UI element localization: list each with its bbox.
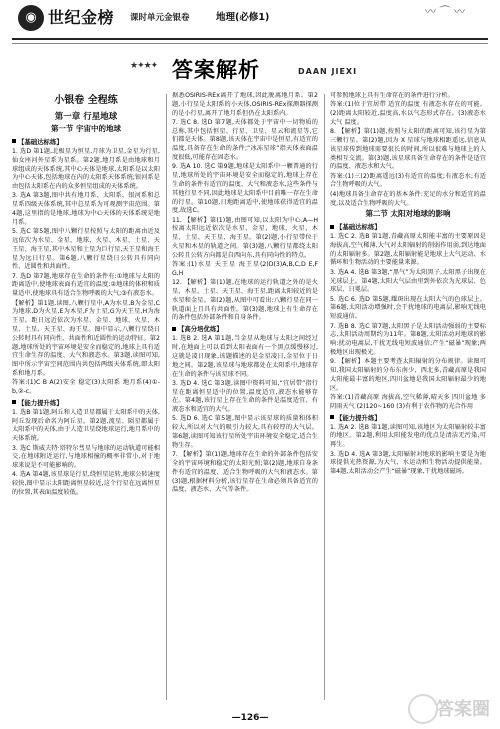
watermark-logo [402,694,490,726]
subheading-ability: 【能力提升练】 [330,414,486,423]
answer-paragraph: 9. 选A 10. 选C 第9题,地球是太阳系中一颗普通的行星,地球所处的宇宙环境是安全而稳定的,地球上存在生命的条件有适宜的温度、大气和液态水,这些条件与其他行星不同,因此地球是太阳系中目前唯一存在生命的行星。第10题,日地距离适中,使地球获得适宜的温度,故选C。 [172,163,318,215]
answer-paragraph: 3. 选D 4. 选A 第3题,太阳辐射对地球的影响主要是为地球提供光热资源,为大气、水运动和生物活动提供能量。第4题,太阳活动会产生“磁暴”现象,干扰地球磁场。 [330,450,486,476]
column-divider [166,94,167,700]
column-right [330,92,486,702]
flying-birds-icon: 〰 ⌒ 〰 [425,5,465,18]
answer-paragraph: 3. 选A 第3题,图中共有地月系、太阳系、银河系和总星系四级天体系统,其中总星系为可观测宇宙范围。第4题,这里指的是地球,地球为中心天体的天体系统是地月系。 [12,192,160,226]
brand-name: 世纪金榜 [48,8,115,27]
answer-paragraph: 7. 选C 8. 选D 第7题,天体都处于宇宙中一切物质的总称,其中包括恒星、行星、卫星、星云和流星等,它们都是天体。第8题,该天体在宇宙中是恒星,有适宜的温度,具备存在生命的条件;“冰冻星球”指天体表面温度很低,可能存在固态水。 [172,118,318,162]
answer-paragraph: 1. 选D 第1题,北极星为恒星,月球为卫星,金星为行星,仙女座河外星系为星系。第2题,地月系是由地球和月球组成的天体系统,其中心天体是地球,太阳系是以太阳为中心天体,包括地球在内的太阳系天体系统;银河系是由包括太阳系在内的众多恒星组成的天体系统。 [12,147,160,191]
answer-paragraph: 1. 选C 2. 选B 第1题,青藏高原太阳能丰富的主要原因是海拔高,空气稀薄,大气对太阳辐射的削弱作用弱,到达地面的太阳辐射多。第2题,太阳辐射能是地球上大气运动、水循环和生物活动的主要能量来源。 [330,233,486,267]
banner-title: 答案解析 [172,58,260,82]
decorative-stars-icon: ★✦★✦ [130,61,158,71]
column-divider [324,94,325,700]
answer-paragraph: 7. 选B 8. 选C 第7题,太阳黑子是太阳活动强弱的主要标志,太阳活动周期约为11年。第8题,太阳活动对地球的影响:扰动电离层,干扰无线电短波通信;产生“磁暴”现象;两极地区出现极光。 [330,322,486,356]
answer-paragraph: 答案:(1)水星 天王星 海王星(2)D(3)A,B,C,D E,F G,H [172,261,318,277]
answer-banner [130,56,375,86]
answer-paragraph: 答案:(1)青藏高原 海拔高,空气稀薄,晴天多 四川盆地 多阴雨天气 (2)120~160 (3)有利于农作物的光合作用 [330,393,486,410]
answer-paragraph: 答案:(1)位于宜居带 适宜的温度 有液态水存在的可能。(2)距离太阳较近,温度高,水以气态形式存在。(3)液态水 大气 温度。 [330,101,486,126]
answer-paragraph: 据悉OSIRIS-REx离开了地球,因此脱离地月系。第2题,小行星是太阳系的小天体,OSIRIS-REx探测器探测的是小行星,离开了地月系但仍在太阳系内。 [172,92,318,117]
page-header [0,0,500,46]
answer-paragraph: 11. 【解析】第(1)题,由图可知,以太阳为中心,A—H按离太阳远近依次是水星、金星、地球、火星、木星、土星、天王星、海王星。第(2)题,小行星带位于火星和木星的轨道之间。第(3)题,八颗行星都绕太阳公转且公转方向都是自西向东,具有同向性的特点。 [172,216,318,259]
globe-logo-icon: ◉ [18,5,44,31]
section-title: 第一节 宇宙中的地球 [50,124,122,134]
answer-paragraph: 答案:(1)C B A(2)安全 稳定(3)太阳系 地月系(4)①-b,②-c。 [12,379,160,395]
subheading-excellence: 【高分培优练】 [172,325,318,334]
answer-paragraph: 4. 选A 第4题,该星球是行星,绕恒星运转,地球公转速度较快,图中显示太阳距离恒星较近,这个行星在远离恒星的位置,其表面温度较低。 [12,471,160,497]
answer-paragraph: 答案:(1)三(2)距离遥远(3)有适宜的温度;有液态水;有适合生物呼吸的大气。 [330,172,486,189]
answer-paragraph: 3. 选C 斯威夫特·塔特尔彗星与地球的运动轨道可能相交,在地球附近运行,与地球相撞的概率非常小,对于地球来说是不可能影响的。 [12,444,160,470]
watermark-ring-icon [408,694,438,724]
answer-paragraph: 1. 选B 2. 选A 第1题,当金星从地球与太阳之间经过时,在地面上可以看到太阳表面有一个黑点缓慢移过,这就是凌日现象,该题描述的是金星凌日,金星位于日地之间。第2题,该星球与地球都处在太阳系中,地球存在生命的条件与该星球不同。 [172,335,318,378]
answer-paragraph: 3. 选A 4. 选B 第3题,“黑气”为太阳黑子,太阳黑子出现在光球层上。第4题,太阳大气层由里到外依次为光球层、色球层、日冕层。 [330,268,486,294]
answer-paragraph: 5. 选C 6. 选D 第5题,耀斑出现在太阳大气的色球层上。第6题,太阳活动增强时,会干扰地球的电离层,影响无线电短波通信。 [330,295,486,321]
column-middle [172,92,318,702]
chapter-title: 第一章 行星地球 [54,112,118,123]
answer-paragraph: 7. 选D 第7题,地球存在生命的条件有:①地球与太阳的距离适中,使地球表面有适宜的温度;②地球的体积和质量适中,使地球具有适合生物呼吸的大气;③有液态水。 [12,272,160,298]
column-left [12,92,160,702]
answer-paragraph: 5. 选D 6. 选C 第5题,图中显示该星球的质量和体积较大,所以对大气的吸引力较大,具有较厚的大气层。第6题,读图可知该行星所处宇宙环境安全稳定,适合生物生存。 [172,415,318,449]
subject-name: 地理(必修1) [216,12,270,23]
answer-paragraph: 可参照地球上具有生命存在的条件进行分析。 [330,92,454,99]
answer-paragraph: 1. 选B 第1题,阿丘和人造卫星都属于太阳系中的天体,阿丘发现后命名为阿丘星。第2题,流星、陨星都属于太阳系中的天体,由于人造卫星绕地球运行,地月系中的天体系统。 [12,408,160,443]
subheading-basic: 【基础达标练】 [330,223,486,232]
answer-paragraph: 7. 【解析】第(1)题,地球存在生命的外部条件包括安全的宇宙环境和稳定的太阳光照;第(2)题,地球自身条件有适宜的温度、适合生物呼吸的大气和液态水。第(3)题,根据材料分析,该行星存在生命必须具备适宜的温度、液态水、大气等条件。 [172,451,318,494]
answer-paragraph: 8. 【解析】第(1)题,按照与太阳的距离可知,该行星为第三颗行星。第(2)题,因为 X 星球与地球相距遥远,信息从该星球传到地球需要很长的时间,所以很难与地球上的人类相互交流。第(3)题,该星球具备生命存在的条件是适宜的温度、液态水和大气。 [330,128,486,171]
header-rule [12,38,488,44]
answer-paragraph: 3. 选D 4. 选C 第3题,读图中资料可知,“宜居带”指行星在距离恒星适中的位置,温度适宜,液态水能够存在。第4题,该行星上存在生命的条件是温度适宜、有液态水和适宜的大气。 [172,379,318,414]
series-name: 课时单元金银卷 [130,13,190,23]
subheading-ability: 【能力提升练】 [12,399,160,408]
page-number: —126— [231,713,269,723]
answer-paragraph: 9. 【解析】本题主要考查太阳辐射的分布规律。读图可知,我国太阳辐射的分布东南少、西北多,青藏高原是我国太阳能最丰富的地区,四川盆地是我国太阳辐射最少的地区。 [330,358,486,392]
section-title: 第二节 太阳对地球的影响 [365,209,451,219]
subheading-basic: 【基础达标练】 [12,138,160,147]
answer-paragraph: 12. 【解析】第(1)题,在地球的运行轨道之外的是火星、木星、土星、天王星、海王星,距离太阳较近的是水星和金星。第(2)题,从图中可看出:八颗行星在同一轨道面上且具有共面性。第(3)题,地球上有生命存在的条件包括外部条件和自身条件。 [172,279,318,322]
watermark-text: 答案圈 [436,699,490,720]
banner-latin: DAAN JIEXI [298,67,358,76]
answer-paragraph: 5. 选C 第5题,图中八颗行星按照与太阳的距离由近及远依次为水星、金星、地球、火星、木星、土星、天王星、海王星,其中木星和土星为巨行星,天王星和海王星为远日行星。第6题,八颗行星绕日公转具有同向性、近圆性和共面性。 [12,228,160,271]
answer-paragraph: 1. 选A 2. 选B 第1题,读图可知,该地区为太阳辐射较丰富的地区。第2题,利用太阳能发电的优点是清洁无污染,可再生。 [330,423,486,449]
answer-paragraph: 【解析】第1题,读图,八颗行星中,A为水星,B为金星,C为地球,D为火星,E为木星,F为土星,G为天王星,H为海王星。距日远近依次为水星、金星、地球、火星、木星、土星、天王星、海王星。图中显示,八颗行星绕日公转时具有同向性、共面性和近圆性的运动特征。第2题,地球所处的宇宙环境是安全而稳定的,地球上具有适宜生命生存的温度、大气和液态水。第3题,读图可知,图中所示宇宙空间范围内共包括两级天体系统,即太阳系和地月系。 [12,299,160,377]
answer-paragraph: (4)地球具备生命存在的基本条件:充足的水分和适宜的温度,以及适合生物呼吸的大气。 [330,190,486,207]
volume-title: 小银卷 全程练 [54,95,118,106]
